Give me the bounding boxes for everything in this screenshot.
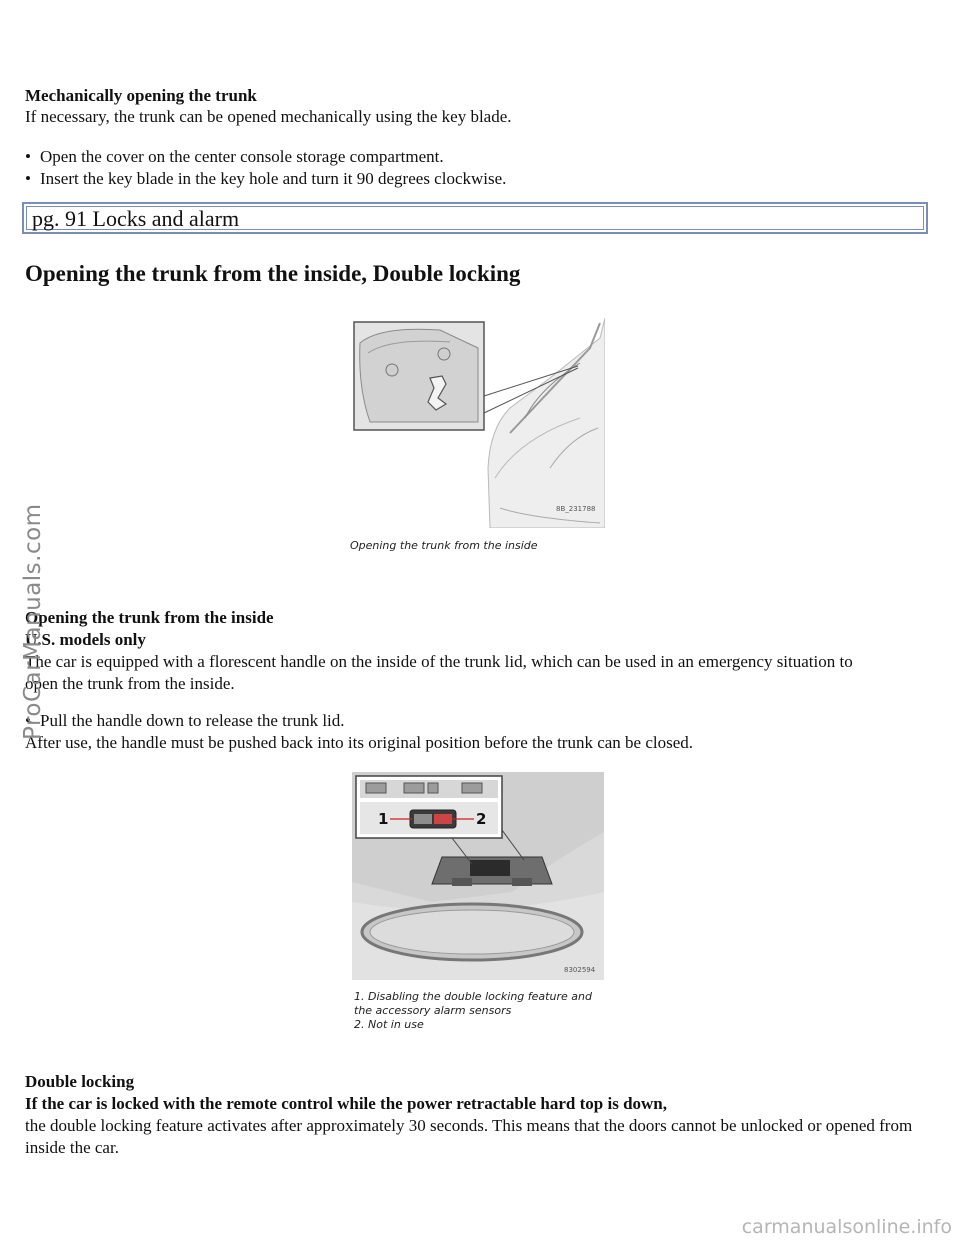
page-banner-label: pg. 91 Locks and alarm [32, 206, 240, 231]
section-title-inside: Opening the trunk from the inside [25, 608, 274, 627]
callout-label-2: 2 [476, 810, 487, 828]
footer-watermark[interactable]: carmanualsonline.info [741, 1216, 952, 1238]
side-watermark [22, 503, 44, 740]
list-item: • Open the cover on the center console storage compartment. [25, 146, 506, 168]
section-body-double-locking: the double locking feature activates after approximately 30 seconds. This means that the doors cannot be unlocked or opened from inside the car. [25, 1116, 913, 1157]
page-title: Opening the trunk from the inside, Double locking [25, 261, 521, 286]
bullet-list-mechanical [25, 146, 506, 190]
figure-caption: Opening the trunk from the inside [350, 539, 538, 552]
figure-caption-line1: 1. Disabling the double locking feature and [354, 990, 592, 1003]
list-item: • Insert the key blade in the key hole and turn it 90 degrees clockwise. [25, 168, 506, 190]
list-item: • Pull the handle down to release the trunk lid. [25, 710, 345, 732]
figure-code: 8B_231788 [556, 505, 596, 513]
figure-caption-line3: 2. Not in use [354, 1018, 424, 1031]
page-banner [22, 202, 928, 234]
watermark-text: ProCarManuals.com [20, 503, 46, 740]
section-after-inside: After use, the handle must be pushed back into its original position before the trunk can be closed. [25, 733, 694, 752]
bullet-list-inside [25, 710, 345, 732]
console-illustration [352, 772, 604, 980]
figure-caption-line2: the accessory alarm sensors [354, 1004, 512, 1017]
trunk-illustration [350, 318, 605, 528]
section-title-double-locking: Double locking [25, 1072, 135, 1091]
section-title-mechanical: Mechanically opening the trunk [25, 86, 257, 105]
section-subtitle-double-locking: If the car is locked with the remote control while the power retractable hard top is down, [25, 1094, 667, 1113]
callout-label-1: 1 [378, 810, 389, 828]
section-body-mechanical: If necessary, the trunk can be opened mechanically using the key blade. [25, 107, 512, 126]
section-body-inside: The car is equipped with a florescent handle on the inside of the trunk lid, which can be used in an emergency situation to open the trunk from the inside. [25, 652, 853, 693]
trunk-figure [350, 318, 605, 560]
figure-code: 8302594 [564, 966, 596, 974]
section-subtitle-us: U.S. models only [25, 630, 146, 649]
console-figure [352, 772, 604, 1037]
